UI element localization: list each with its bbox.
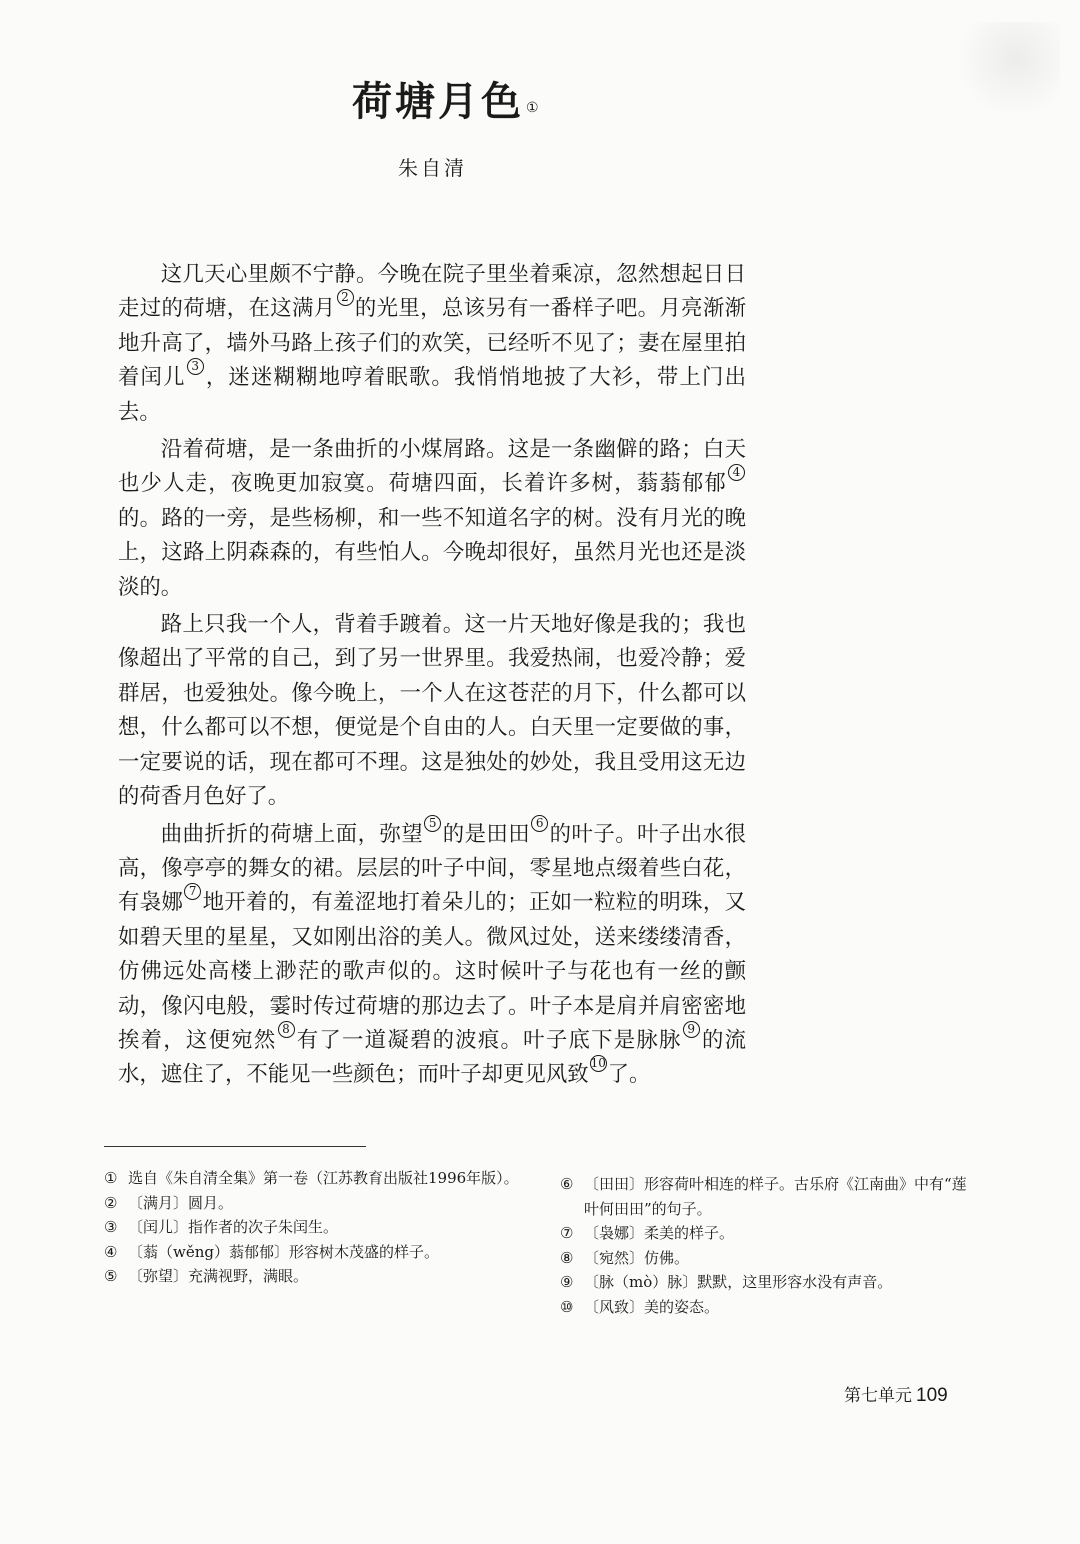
paragraph-text: 曲曲折折的荷塘上面，弥望 [160, 821, 424, 847]
footnote-text: 〔脉（mò）脉〕默默，这里形容水没有声音。 [584, 1273, 893, 1291]
footnote-text: 〔田田〕形容荷叶相连的样子。古乐府《江南曲》中有“莲叶何田田”的句子。 [584, 1175, 967, 1218]
page-number: 109 [916, 1385, 948, 1406]
footnote-item [560, 1172, 980, 1221]
footnotes-left-column [104, 1166, 524, 1289]
footnote-number: ⑨ [560, 1273, 574, 1291]
footnote-item [560, 1246, 980, 1271]
footnotes-right-column [560, 1172, 980, 1319]
footnote-text: 〔蓊（wěng）蓊郁郁〕形容树木茂盛的样子。 [128, 1242, 439, 1261]
footnote-item [560, 1270, 980, 1295]
footnote-ref: 8 [278, 1021, 295, 1038]
paragraph-text: 有了一道凝碧的波痕。叶子底下是脉脉 [295, 1027, 682, 1053]
paragraph [118, 815, 746, 1093]
footnote-ref: 7 [184, 883, 201, 900]
footnote-item [104, 1240, 524, 1265]
footnote-number: ⑩ [560, 1297, 574, 1316]
footnote-ref: 3 [187, 358, 204, 375]
footnote-item [560, 1221, 980, 1246]
paragraph [118, 258, 746, 430]
footnote-ref: 2 [337, 289, 354, 306]
unit-label: 第七单元 [844, 1386, 912, 1406]
footnote-text: 〔满月〕圆月。 [128, 1193, 234, 1212]
paragraph-text: 的光里，总该另有一番样子吧。月亮渐渐地升高了，墙外马路上孩子们的欢笑，已经听不见了；妻在屋里拍着闰儿 [118, 296, 746, 391]
footnote-number: ② [104, 1193, 118, 1212]
footnote-number: ④ [104, 1242, 118, 1261]
footnote-ref: 6 [531, 815, 548, 832]
footnote-number: ⑤ [104, 1267, 118, 1285]
footnote-number: ⑥ [560, 1175, 574, 1193]
paragraph [118, 608, 746, 814]
paragraph-text: 了。 [607, 1062, 651, 1088]
footnote-ref: 5 [424, 815, 441, 832]
footnote-text: 选自《朱自清全集》第一卷（江苏教育出版社1996年版）。 [128, 1169, 519, 1187]
footnote-text: 〔宛然〕仿佛。 [584, 1248, 690, 1267]
paragraph-text: 的是田田 [442, 821, 531, 847]
paragraph [118, 433, 746, 605]
footnote-number: ⑧ [560, 1248, 574, 1267]
footnote-number: ① [104, 1169, 118, 1187]
scan-smudge [950, 22, 1060, 112]
footnote-divider [104, 1146, 366, 1147]
paragraph-text: 的流水，遮住了，不能见一些颜色；而叶子却更见风致 [118, 1027, 746, 1088]
paragraph-text: 地开着的，有羞涩地打着朵儿的；正如一粒粒的明珠，又如碧天里的星星，又如刚出浴的美人。微风过处，送来缕缕清香，仿佛远处高楼上渺茫的歌声似的。这时候叶子与花也有一丝的颤动，像闪电般，霎时传过荷塘的那边去了。叶子本是肩并肩密密地挨着，这便宛然 [118, 890, 746, 1053]
footnote-text: 〔袅娜〕柔美的样子。 [584, 1224, 735, 1242]
footnote-text: 〔闰儿〕指作者的次子朱闰生。 [128, 1218, 339, 1236]
footnote-text: 〔风致〕美的姿态。 [584, 1297, 720, 1316]
article-body [118, 258, 746, 1096]
footnote-item [104, 1215, 524, 1240]
page-title: 荷塘月色 ① [352, 78, 542, 125]
author-name: 朱自清 [398, 156, 467, 180]
footnote-item [104, 1191, 524, 1216]
paragraph-text: 路上只我一个人，背着手踱着。这一片天地好像是我的；我也像超出了平常的自己，到了另一世界里。我爱热闹，也爱冷静；爱群居，也爱独处。像今晚上，一个人在这苍茫的月下，什么都可以想，什么都可以不想，便觉是个自由的人。白天里一定要做的事，一定要说的话，现在都可不理。这是独处的妙处，我且受用这无边的荷香月色好了。 [118, 612, 746, 810]
title-footnote-marker: ① [526, 100, 542, 116]
footnote-number: ⑦ [560, 1224, 574, 1242]
paragraph-text: 这几天心里颇不宁静。今晚在院子里坐着乘凉，忽然想起日日走过的荷塘，在这满月 [118, 262, 746, 322]
paragraph-text: 的。路的一旁，是些杨柳，和一些不知道名字的树。没有月光的晚上，这路上阴森森的，有些怕人。今晚却很好，虽然月光也还是淡淡的。 [118, 505, 746, 600]
footnote-number: ③ [104, 1218, 118, 1236]
footnote-text: 〔弥望〕充满视野，满眼。 [128, 1267, 309, 1285]
footnote-item [104, 1264, 524, 1289]
paragraph-text: 沿着荷塘，是一条曲折的小煤屑路。这是一条幽僻的路；白天也少人走，夜晚更加寂寞。荷塘四面，长着许多树，蓊蓊郁郁 [118, 437, 746, 497]
paragraph-text: 的叶子。叶子出水很高，像亭亭的舞女的裙。层层的叶子中间，零星地点缀着些白花，有袅娜 [118, 821, 746, 916]
page-footer [844, 1381, 948, 1407]
footnote-ref: 4 [728, 464, 745, 481]
footnote-item [104, 1166, 524, 1191]
paragraph-text: ，迷迷糊糊地哼着眠歌。我悄悄地披了大衫，带上门出去。 [118, 365, 746, 425]
footnote-ref: 10 [590, 1056, 606, 1071]
footnote-item [560, 1295, 980, 1320]
footnote-ref: 9 [683, 1021, 700, 1038]
